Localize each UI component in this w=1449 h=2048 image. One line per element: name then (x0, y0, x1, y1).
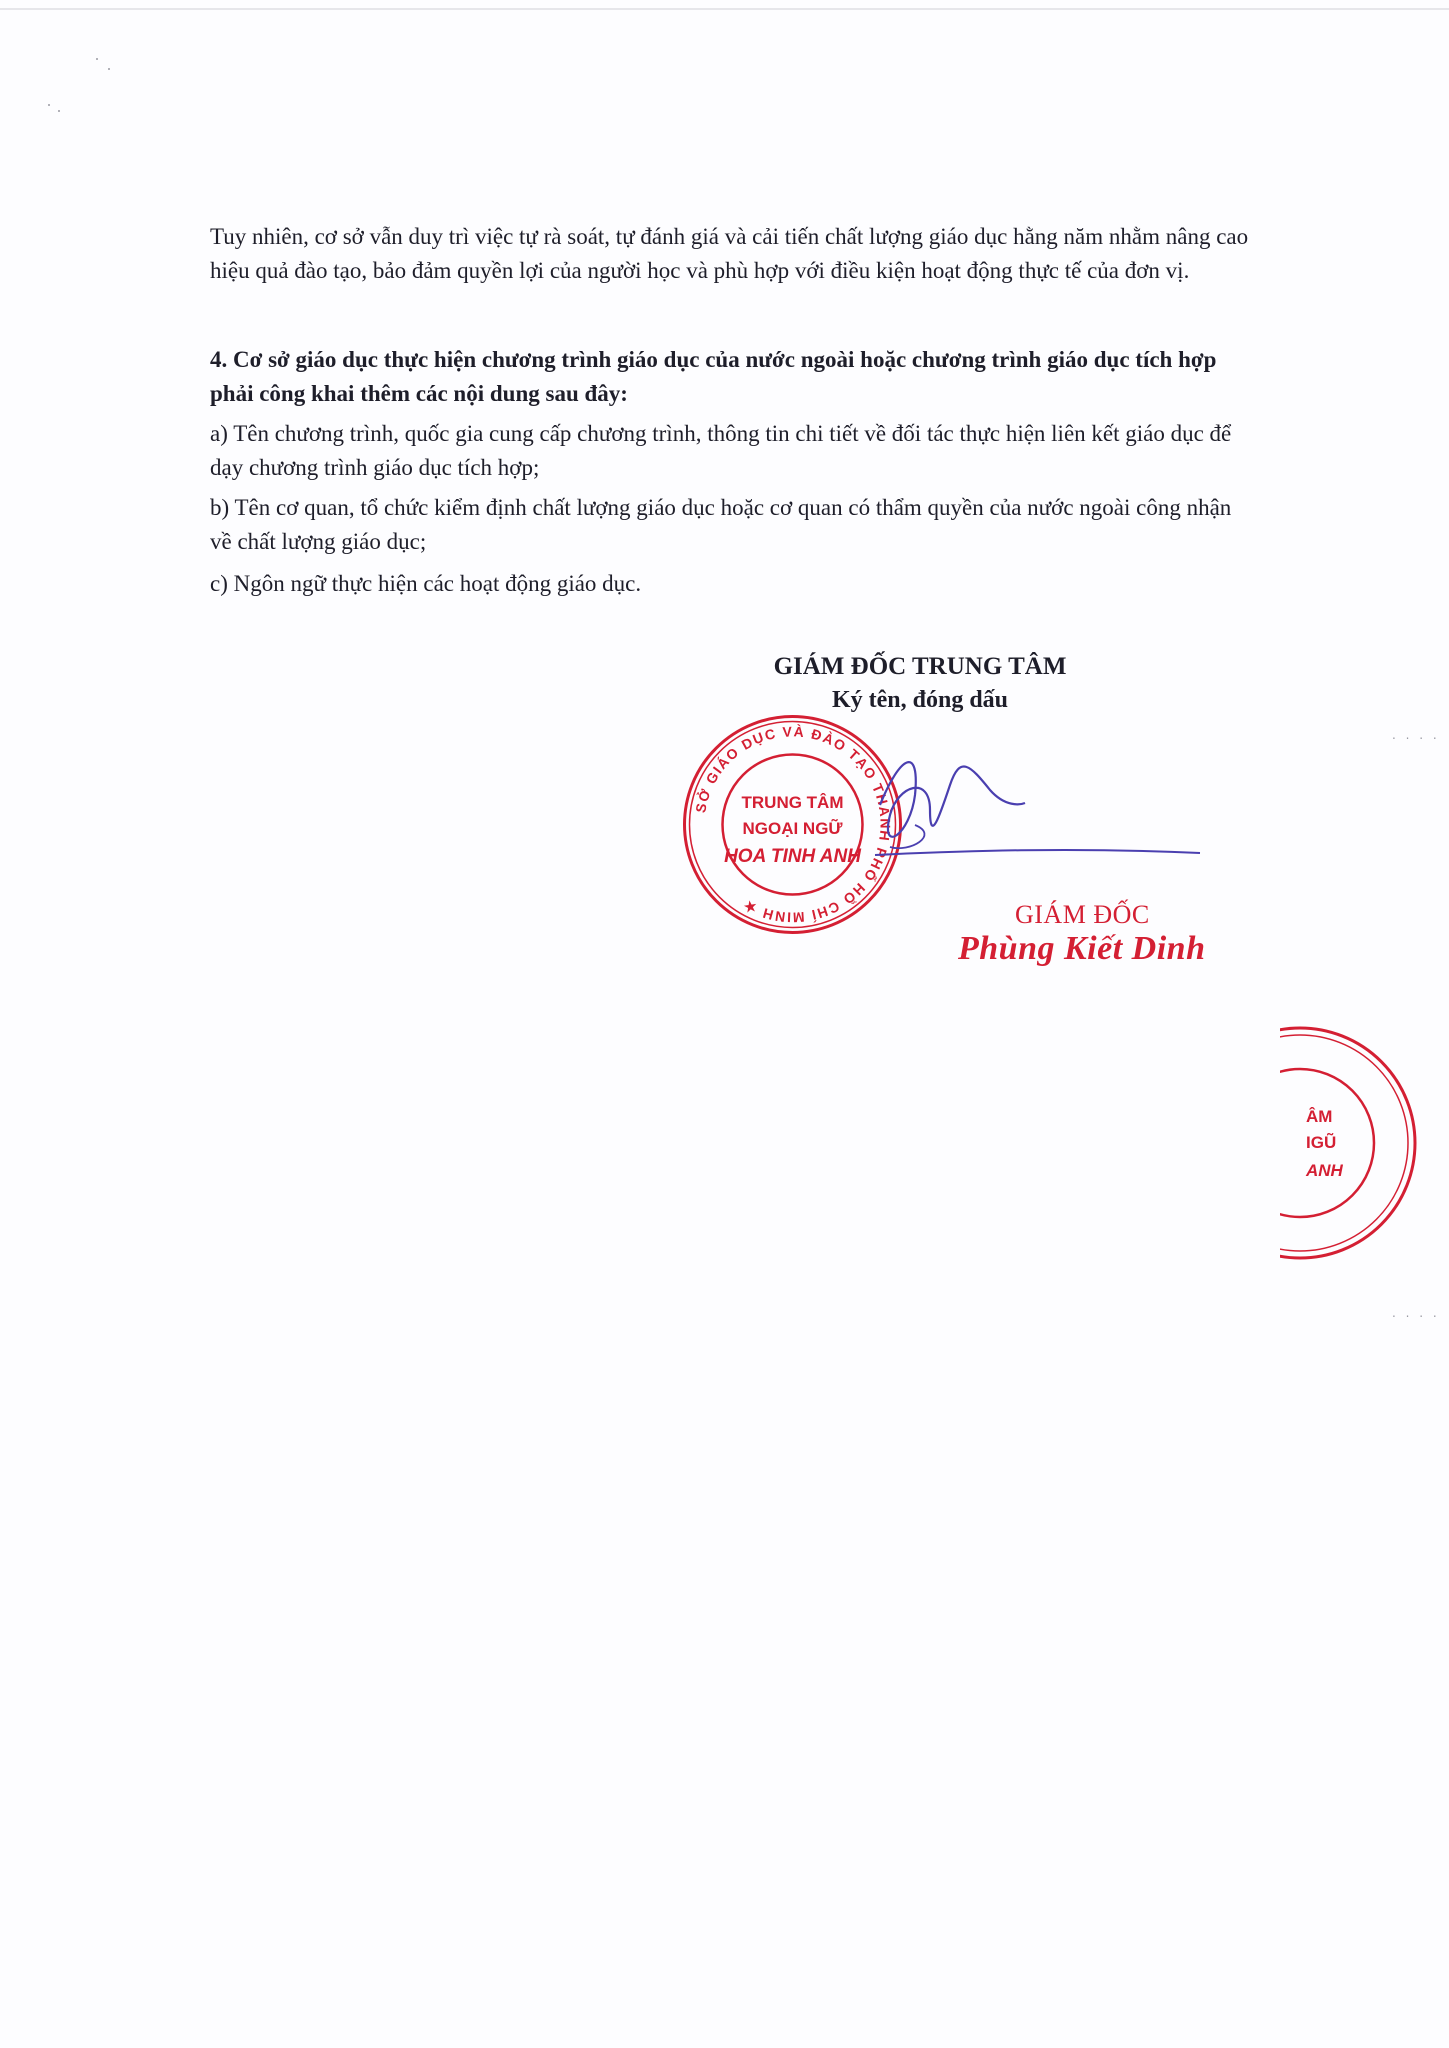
signature-block (700, 650, 1140, 716)
svg-text:ANH: ANH (1306, 1161, 1343, 1180)
svg-text:TRUNG TÂM: TRUNG TÂM (741, 793, 844, 812)
svg-text:IGŨ: IGŨ (1306, 1133, 1337, 1152)
list-item-b: b) Tên cơ quan, tổ chức kiểm định chất lượng giáo dục hoặc cơ quan có thẩm quyền của nước ngoài công nhận về chất lượng giáo dục; (210, 495, 1232, 554)
svg-text:SỞ GIÁO DỤC VÀ ĐÀO TẠO THÀNH P: SỞ GIÁO DỤC VÀ ĐÀO TẠO THÀNH PHỐ HỒ CHÍ MINH ★ (692, 723, 894, 926)
paragraph-continuation: Tuy nhiên, cơ sở vẫn duy trì việc tự rà soát, tự đánh giá và cải tiến chất lượng giáo dục hằng năm nhằm nâng cao hiệu quả đào tạo, bảo đảm quyền lợi của người học và phù hợp với điều kiện hoạt động thực tế của đơn vị. (210, 224, 1249, 283)
scan-speck (96, 58, 98, 60)
partial-seal-icon (1280, 1018, 1420, 1268)
signature-note: Ký tên, đóng dấu (831, 687, 1009, 713)
svg-text:NGOẠI NGỮ: NGOẠI NGỮ (742, 819, 843, 838)
scan-speck (108, 68, 110, 70)
list-item-a: a) Tên chương trình, quốc gia cung cấp chương trình, thông tin chi tiết về đối tác thực hiện liên kết giáo dục để dạy chương trình giáo dục tích hợp; (210, 421, 1232, 480)
scan-speck (48, 104, 50, 106)
list-item-c: c) Ngôn ngữ thực hiện các hoạt động giáo dục. (210, 571, 642, 596)
scan-dots: . . . . (1392, 728, 1440, 742)
stamp-name: Phùng Kiết Dinh (958, 930, 1206, 967)
scan-speck (58, 110, 60, 112)
handwritten-signature (820, 735, 1210, 875)
scan-top-edge (0, 8, 1449, 10)
signature-title: GIÁM ĐỐC TRUNG TÂM (773, 653, 1067, 680)
scan-dots: . . . . (1392, 1306, 1440, 1320)
stamp-title: GIÁM ĐỐC (1015, 900, 1150, 929)
svg-text:HOA TINH ANH: HOA TINH ANH (724, 846, 861, 867)
section-heading-4: 4. Cơ sở giáo dục thực hiện chương trình giáo dục của nước ngoài hoặc chương trình giáo dục tích hợp phải công khai thêm các nội dung sau đây: (210, 347, 1217, 406)
svg-text:ÂM: ÂM (1306, 1107, 1333, 1126)
